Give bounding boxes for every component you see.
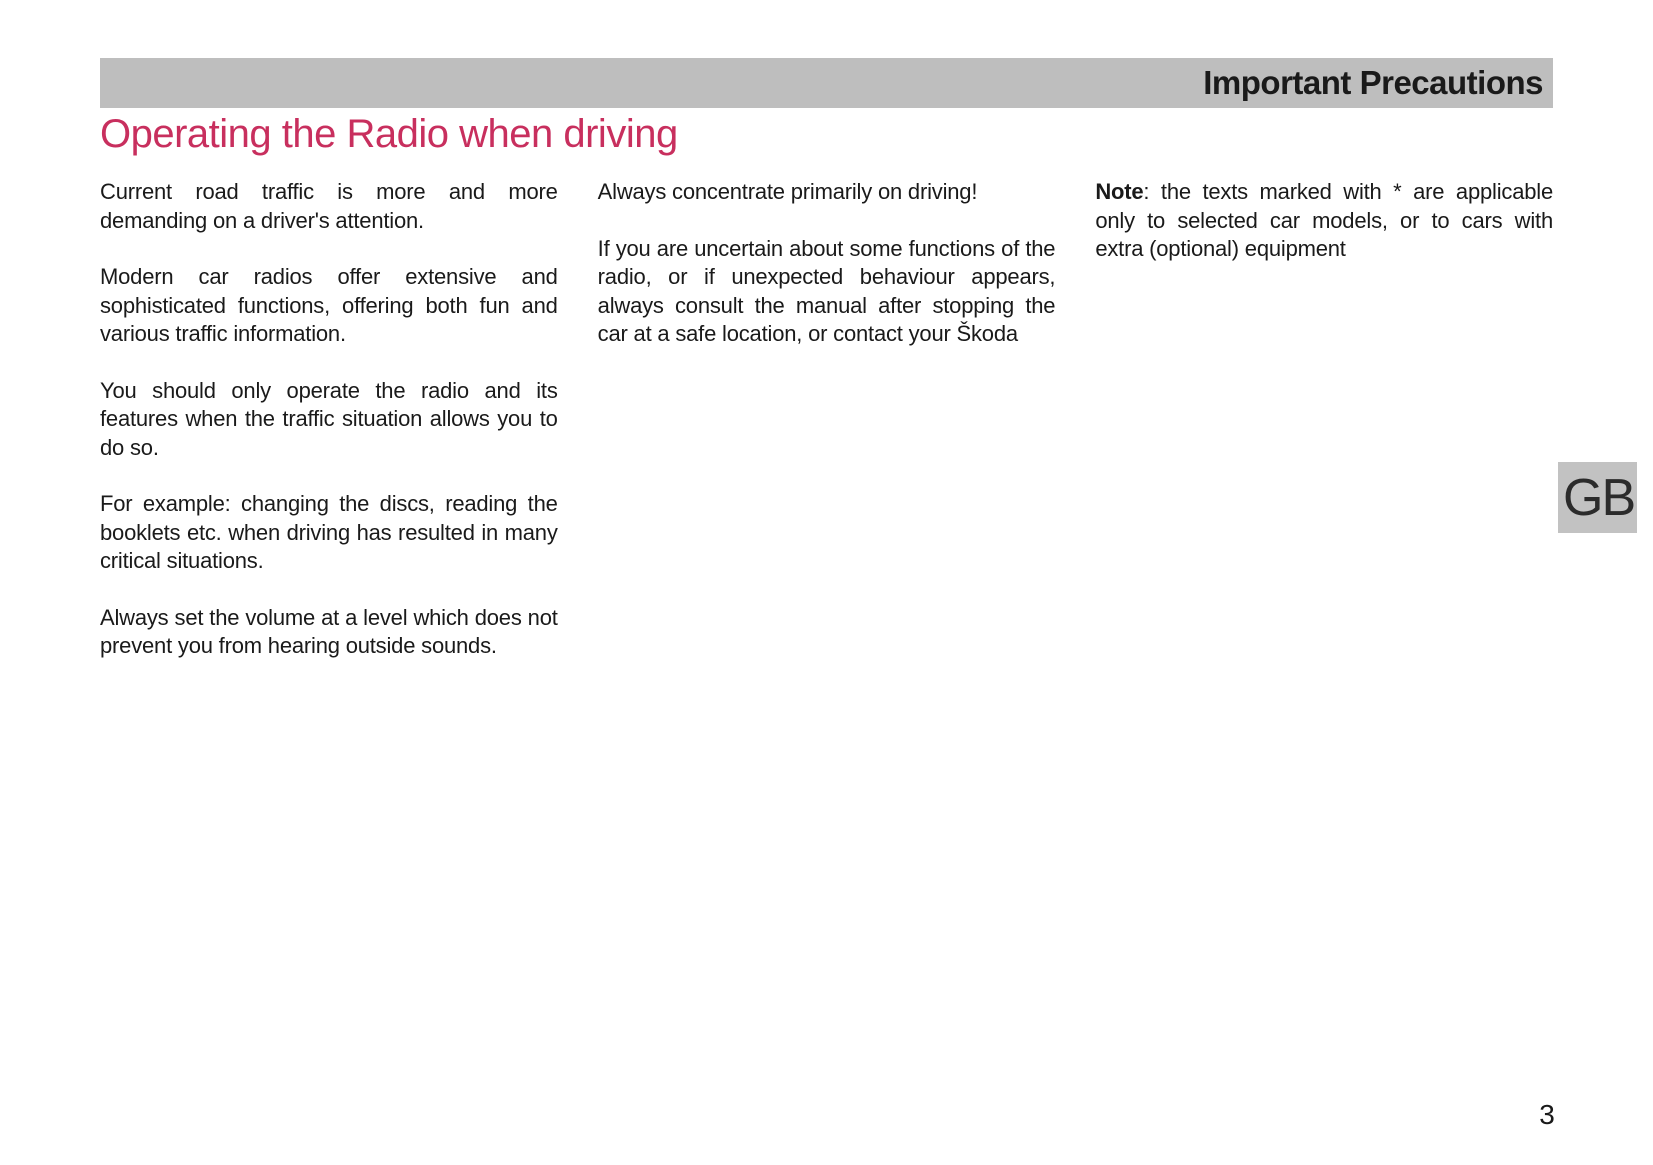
page-title: Operating the Radio when driving xyxy=(100,112,678,156)
content-columns xyxy=(100,178,1553,661)
page-number: 3 xyxy=(1539,1099,1555,1130)
column-right xyxy=(1095,178,1553,661)
column-middle xyxy=(598,178,1056,661)
note-label: Note xyxy=(1095,179,1144,204)
language-tab-gb xyxy=(1558,462,1637,533)
paragraph: Always concentrate primarily on driving! xyxy=(597,179,978,204)
note-paragraph xyxy=(1095,178,1553,264)
section-header-bar xyxy=(100,58,1553,108)
column-left xyxy=(100,178,558,661)
paragraph: Always set the volume at a level which does not prevent you from hearing outside sounds. xyxy=(100,604,558,658)
section-header-title: Important Precautions xyxy=(1203,64,1543,101)
paragraph: For example: changing the discs, reading the booklets etc. when driving has resulted in many critical situations. xyxy=(100,491,558,573)
note-text: : the texts marked with * are applicable only to selected car models, or to cars with extra (optional) equipment xyxy=(1095,179,1553,261)
paragraph: Current road traffic is more and more demanding on a driver's attention. xyxy=(100,179,558,233)
paragraph: If you are uncertain about some functions of the radio, or if unexpected behaviour appears, always consult the manual after stopping the car at a safe location, or contact your Škoda xyxy=(597,235,1056,346)
language-tab-label: GB xyxy=(1563,468,1635,527)
paragraph: Modern car radios offer extensive and sophisticated functions, offering both fun and various traffic information. xyxy=(100,264,558,346)
paragraph: You should only operate the radio and its features when the traffic situation allows you to do so. xyxy=(100,377,558,460)
